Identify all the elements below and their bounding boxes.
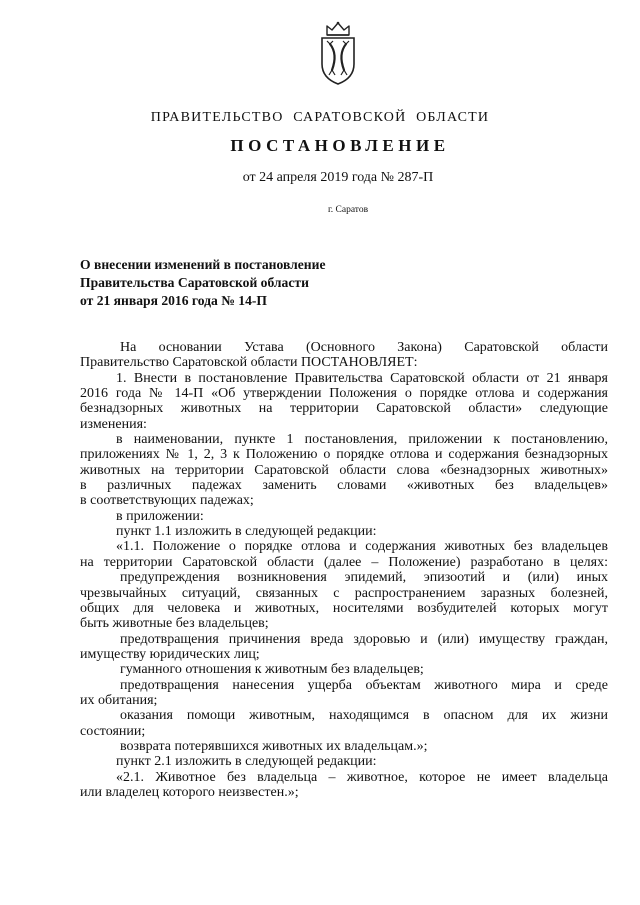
body-line: предупреждения возникновения эпидемий, эпизоотий и (или) иных bbox=[120, 570, 608, 586]
body-line: на территории Саратовской области (далее – Положение) разработано в целях: bbox=[80, 554, 608, 570]
document-date-number: от 24 апреля 2019 года № 287-П bbox=[242, 170, 434, 185]
body-line: состоянии; bbox=[80, 723, 146, 739]
body-line: в соответствующих падежах; bbox=[80, 493, 254, 509]
body-line: На основании Устава (Основного Закона) Саратовской области bbox=[120, 340, 608, 355]
body-line: их обитания; bbox=[80, 692, 158, 708]
body-line: чрезвычайных ситуаций, связанных с распространением заразных болезней, bbox=[80, 585, 608, 601]
body-line: 1. Внести в постановление Правительства Саратовской области от 21 января bbox=[116, 370, 608, 386]
body-line: гуманного отношения к животным без владельцев; bbox=[120, 662, 424, 678]
subject-line: Правительства Саратовской области bbox=[80, 275, 309, 290]
document-body bbox=[80, 340, 608, 800]
body-line: быть животные без владельцев; bbox=[80, 616, 269, 632]
government-title: ПРАВИТЕЛЬСТВО САРАТОВСКОЙ ОБЛАСТИ bbox=[150, 110, 490, 125]
body-line: Правительство Саратовской области ПОСТАНОВЛЯЕТ: bbox=[80, 355, 418, 371]
body-line: имуществу юридических лиц; bbox=[80, 646, 260, 662]
body-line: в наименовании, пункте 1 постановления, приложении к постановлению, bbox=[116, 432, 608, 448]
subject-line: от 21 января 2016 года № 14-П bbox=[80, 293, 267, 308]
body-line: предотвращения нанесения ущерба объектам животного мира и среде bbox=[120, 677, 608, 693]
subject-line: О внесении изменений в постановление bbox=[80, 257, 326, 272]
document-city: г. Саратов bbox=[327, 205, 369, 215]
body-line: приложениях № 1, 2, 3 к Положению о порядке отлова и содержания безнадзорных bbox=[80, 447, 608, 463]
document-type: ПОСТАНОВЛЕНИЕ bbox=[230, 136, 450, 155]
body-line: «2.1. Животное без владельца – животное, которое не имеет владельца bbox=[116, 769, 608, 785]
body-line: пункт 1.1 изложить в следующей редакции: bbox=[116, 524, 377, 540]
body-line: или владелец которого неизвестен.»; bbox=[80, 784, 299, 800]
body-line: возврата потерявшихся животных их владельцам.»; bbox=[120, 738, 428, 754]
body-line: 2016 года № 14-П «Об утверждении Положения о порядке отлова и содержания bbox=[80, 386, 608, 402]
document-subject bbox=[80, 256, 325, 310]
body-line: «1.1. Положение о порядке отлова и содержания животных без владельцев bbox=[116, 539, 608, 555]
saratov-coat-of-arms-icon bbox=[318, 20, 358, 86]
body-line: безнадзорных животных на территории Саратовской области» следующие bbox=[80, 401, 608, 417]
body-line: предотвращения причинения вреда здоровью и (или) имуществу граждан, bbox=[120, 631, 608, 647]
body-line: в приложении: bbox=[116, 508, 204, 524]
body-line: в различных падежах заменить словами «животных без владельцев» bbox=[80, 478, 608, 494]
body-line: изменения: bbox=[80, 416, 147, 432]
body-line: пункт 2.1 изложить в следующей редакции: bbox=[116, 754, 377, 770]
body-line: оказания помощи животным, находящимся в опасном для их жизни bbox=[120, 708, 608, 724]
body-line: общих для человека и животных, носителями возбудителей которых могут bbox=[80, 600, 608, 616]
body-line: животных на территории Саратовской области слова «безнадзорных животных» bbox=[80, 462, 608, 478]
